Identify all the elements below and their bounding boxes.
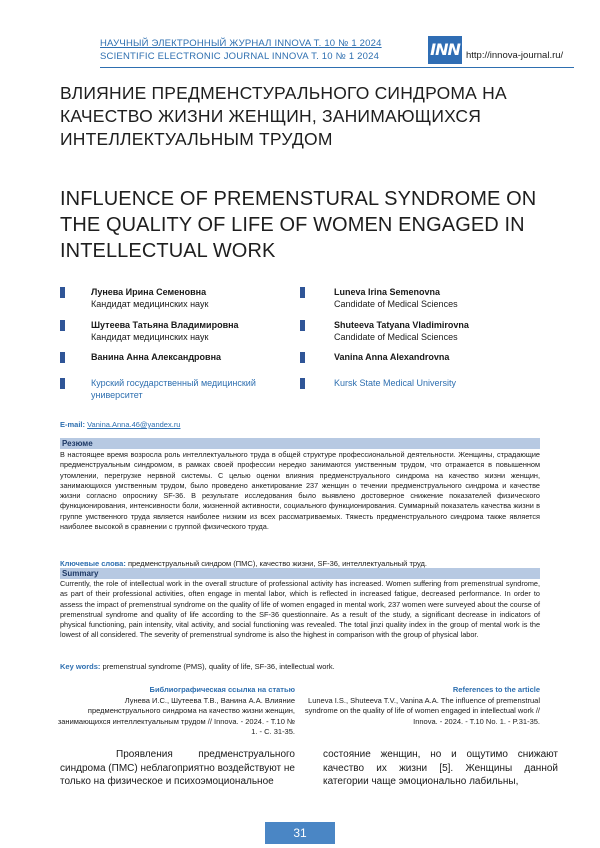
journal-header [100,37,390,63]
reference-en [300,685,540,727]
keywords-en [60,662,540,672]
header-divider [100,67,574,68]
author-degree: Кандидат медицинских наук [91,332,209,342]
author-degree: Кандидат медицинских наук [91,299,209,309]
author-marker [300,352,305,363]
author-name: Ванина Анна Александровна [91,352,222,362]
author-name: Лунева Ирина Семеновна [91,287,207,297]
author-en-2 [334,319,469,343]
keywords-label: Key words: [60,662,101,671]
reference-text: Лунева И.С., Шутеева Т.В., Ванина А.А. Влияние предменструального синдрома на качество жизни женщин, занимающихся интеллектуальным трудом // Innova. - 2024. - Т.10 № 1. - С. 31-35. [57,695,295,736]
email-label: E-mail: [60,420,86,429]
author-en-1 [334,286,458,310]
org-en: Kursk State Medical University [334,378,457,388]
abstract-ru-heading: Резюме [60,438,540,449]
author-ru-3 [91,351,221,363]
author-marker [60,320,65,331]
reference-heading: Библиографическая ссылка на статью [149,685,295,694]
email-link[interactable]: Vanina.Anna.46@yandex.ru [87,420,181,429]
author-ru-1 [91,286,208,310]
abstract-en-heading: Summary [60,568,540,579]
journal-url[interactable]: http://innova-journal.ru/ [466,50,564,61]
journal-title-ru[interactable]: НАУЧНЫЙ ЭЛЕКТРОННЫЙ ЖУРНАЛ INNOVA Т. 10 № 1 2024 [100,38,382,49]
author-en-3 [334,351,449,363]
author-marker [60,352,65,363]
title-ru: ВЛИЯНИЕ ПРЕДМЕНСТУРАЛЬНОГО СИНДРОМА НА КАЧЕСТВО ЖИЗНИ ЖЕНЩИН, ЗАНИМАЮЩИХСЯ ИНТЕЛЛЕКТУАЛЬНЫМ ТРУДОМ [60,83,507,149]
keywords-text: premenstrual syndrome (PMS), quality of life, SF-36, intellectual work. [102,662,335,671]
keywords-text: предменструальный синдром (ПМС), качество жизни, SF-36, интеллектуальный труд. [127,559,427,568]
keywords-label: Ключевые слова: [60,559,126,568]
email-row [60,420,180,429]
journal-logo: INN [428,36,462,64]
org-ru: Курский государственный медицинский университет [91,378,256,400]
body-column-left: Проявления предменструального синдрома (ПМС) неблагоприятно воздействуют не только на физическое и психоэмоциональное [60,749,295,787]
reference-ru [55,685,295,738]
title-en: INFLUENCE OF PREMENSTURAL SYNDROME ON THE QUALITY OF LIFE OF WOMEN ENGAGED IN INTELLECTUAL WORK [60,188,537,262]
author-name: Luneva Irina Semenovna [334,287,441,297]
author-marker [300,320,305,331]
org-marker [60,378,65,389]
reference-heading: References to the article [452,685,540,694]
author-marker [300,287,305,298]
org-marker [300,378,305,389]
journal-title-en: SCIENTIFIC ELECTRONIC JOURNAL INNOVA Т. 10 № 1 2024 [100,51,380,62]
abstract-ru-text: В настоящее время возросла роль интеллектуального труда в общей структуре профессиональной деятельности. Женщины, страдающие предменструальным синдромом, в рамках своей профессии нередко занимаются умственным трудом, что отражается в повышенном утомлении, перегрузке нервной системы. С целью оценки влияния предменструального синдрома на качество жизни женщин, занимающихся умственным трудом, было проведено анкетирование 237 женщин о течении предменструального синдрома и качестве жизни согласно опроснику SF-36. В результате исследования было выявлено достоверное снижение показателей физического функционирования, интенсивности боли, жизненной активности, социального функционирования. Суммарный показатель качества жизни в группе умственного труда является наиболее низким из всех рассматриваемых. Тяжесть предменструального синдрома также является наиболее высокой в сравнении с группой физического труда. [60,450,540,532]
author-degree: Candidate of Medical Sciences [334,299,458,309]
page-number: 31 [265,822,335,844]
author-name: Vanina Anna Alexandrovna [334,352,450,362]
abstract-en-text: Currently, the role of intellectual work in the overall structure of professional activity has increased. Women suffering from premenstrual syndrome, as part of their professional activities, often engage in mental labor, which is reflected in increased fatigue, decreased performance. In order to assess the impact of premenstrual syndrome on the quality of life of women engaged in mental work, 237 women were surveyed about the course of premenstrual syndrome and quality of life according to the SF-36 questionnaire. As a result of the study, a significant decrease in indicators of physical functioning, pain intensity, vital activity, and social functioning was revealed. The total jinzi quality index in the group of mental work is the lowest of all considered. The severity of premenstrual syndrome is also the highest in comparison with the group of physical labor. [60,579,540,640]
body-column-right: состояние женщин, но и ощутимо снижают качество их жизни [5]. Женщины данной категории чаще эмоционально лабильны, [323,749,558,787]
author-degree: Candidate of Medical Sciences [334,332,458,342]
author-marker [60,287,65,298]
reference-text: Luneva I.S., Shuteeva T.V., Vanina A.A. The influence of premenstrual syndrome on the quality of life of women engaged in intellectual work // Innova. - 2024. - T.10 No. 1. - P.31-35. [304,695,540,726]
author-name: Шутеева Татьяна Владимировна [91,320,239,330]
author-ru-2 [91,319,239,343]
author-name: Shuteeva Tatyana Vladimirovna [334,320,469,330]
